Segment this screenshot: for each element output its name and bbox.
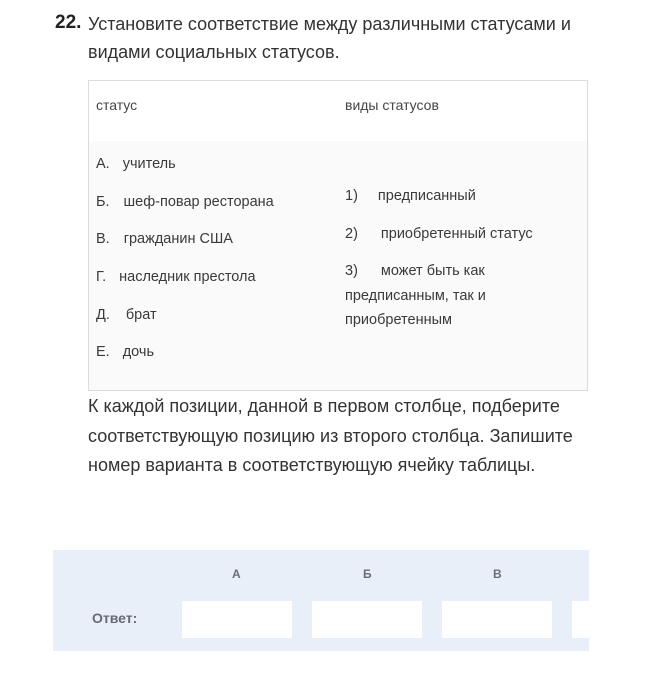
answer-label: Ответ: [92, 610, 138, 626]
item-text: предписанный [377, 188, 476, 204]
item-text: учитель [122, 156, 176, 172]
status-column-header: статус [96, 97, 138, 113]
item-text: может быть как предписанным, так и приобретенным [345, 263, 486, 328]
item-text: шеф-повар ресторана [123, 194, 274, 210]
status-type-3 [345, 259, 545, 333]
item-letter: Д. [96, 307, 110, 323]
status-type-1 [345, 188, 476, 204]
answer-cell-b[interactable] [312, 601, 422, 638]
item-letter: Е. [96, 344, 110, 360]
question-number: 22. [55, 12, 82, 33]
table-header [89, 81, 587, 141]
item-number: 1) [345, 188, 358, 204]
item-text: дочь [122, 344, 155, 360]
item-letter: А. [96, 156, 110, 172]
item-number: 2) [345, 226, 358, 242]
answer-cell-v[interactable] [442, 601, 552, 638]
answer-cell-g[interactable] [572, 601, 589, 638]
instruction-text: К каждой позиции, данной в первом столбце, подберите соответствующую позицию из второго столбца. Запишите номер варианта в соответствующую ячейку таблицы. [88, 396, 573, 475]
answer-column-header-b: Б [363, 567, 372, 581]
status-item-b [96, 194, 274, 210]
status-item-e [96, 344, 154, 360]
item-text: брат [125, 307, 157, 323]
status-item-a [96, 156, 176, 172]
answer-column-header-v: В [493, 567, 502, 581]
item-letter: Г. [96, 269, 107, 285]
status-type-2 [345, 226, 533, 242]
matching-table [88, 80, 588, 391]
item-number: 3) [345, 263, 358, 279]
item-letter: В. [96, 231, 110, 247]
answer-panel [53, 550, 589, 651]
status-item-g [96, 269, 256, 285]
answer-column-header-a: А [232, 567, 241, 581]
item-text: приобретенный статус [380, 226, 533, 242]
item-letter: Б. [96, 194, 110, 210]
question-title: Установите соответствие между различными статусами и видами социальных статусов. [88, 14, 571, 62]
status-item-v [96, 231, 233, 247]
item-text: гражданин США [123, 231, 233, 247]
status-types-column-header: виды статусов [345, 97, 439, 113]
status-item-d [96, 307, 157, 323]
item-text: наследник престола [119, 269, 256, 285]
answer-cell-a[interactable] [182, 601, 292, 638]
